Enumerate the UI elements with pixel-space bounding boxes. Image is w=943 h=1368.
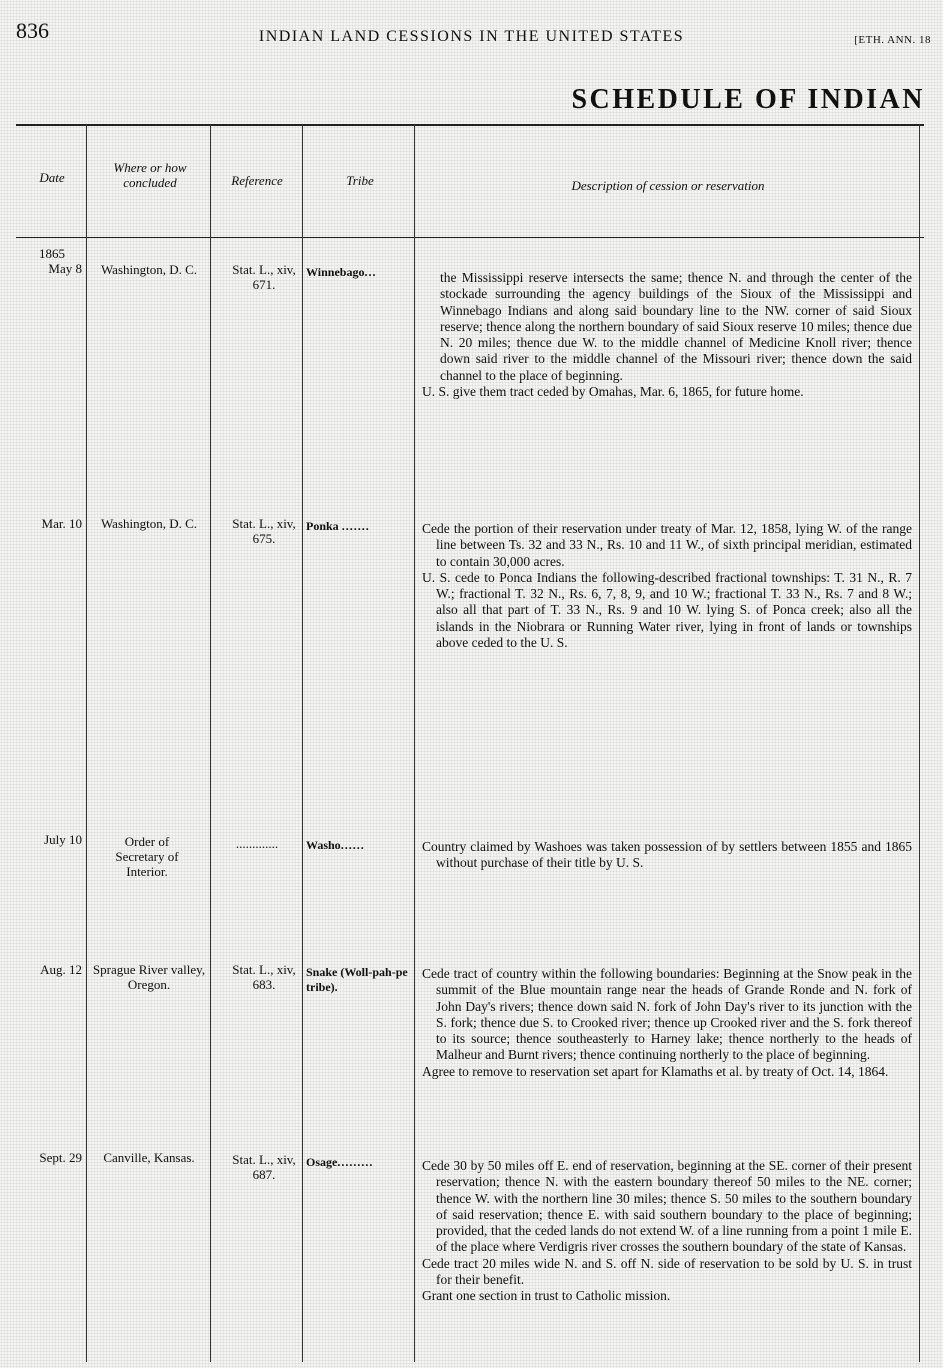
date-cell: Mar. 10 — [41, 516, 82, 531]
description-cell — [416, 1158, 912, 1305]
where-cell: Sprague River valley, Oregon. — [92, 962, 206, 992]
dot-leader: ... — [364, 265, 377, 279]
tribe-name: Ponka — [306, 519, 339, 533]
date-cell — [2, 246, 82, 276]
reference-cell: Stat. L., xiv, 675. — [232, 516, 296, 546]
description-cell — [416, 270, 912, 400]
reference-cell: Stat. L., xiv, 687. — [232, 1152, 296, 1182]
column-divider — [302, 124, 303, 1362]
dot-leader: ....... — [341, 519, 370, 533]
description-paragraph: Cede the portion of their reservation under treaty of Mar. 12, 1858, lying W. of the range line between Ts. 32 and 33 N., Rs. 10 and 11 W., of sixth principal meridian, estimated to contain 30,000 acres. — [422, 521, 912, 569]
tribe-name: Osage — [306, 1155, 338, 1169]
table-top-rule — [16, 124, 924, 126]
where-cell: Washington, D. C. — [100, 262, 198, 277]
table-right-border — [919, 124, 920, 1362]
description-paragraph: Cede tract 20 miles wide N. and S. off N. side of reservation to be sold by U. S. in trust for their benefit. — [422, 1255, 912, 1288]
dot-leader: ......... — [337, 1155, 374, 1169]
tribe-name: Washo — [306, 838, 341, 852]
tribe-name: Winnebago — [306, 265, 365, 279]
description-cell — [416, 521, 912, 651]
column-divider — [86, 124, 87, 1362]
running-reference: [ETH. ANN. 18 — [854, 34, 931, 46]
column-divider — [210, 124, 211, 1362]
column-header-date: Date — [39, 170, 65, 185]
tribe-cell — [306, 965, 414, 995]
date-label: May 8 — [48, 261, 82, 276]
description-paragraph: the Mississippi reserve intersects the same; thence N. and through the center of the stockade surrounding the agency buildings of the Sioux of the Mississippi and Winnebago Indians and along said boundary line to the NW. corner of said Sioux reserve; thence along the northern boundary of said Sioux reserve 10 miles; thence due N. 20 miles; thence due W. to the middle channel of Medicine Knoll river; thence down said river to the middle channel of the Missouri river; thence down the said channel to the place of beginning. — [440, 270, 912, 383]
date-cell: July 10 — [44, 832, 82, 847]
description-paragraph: Grant one section in trust to Catholic mission. — [422, 1288, 671, 1304]
table-header-rule — [16, 237, 924, 238]
tribe-cell — [306, 519, 414, 534]
description-paragraph: Country claimed by Washoes was taken possession of by settlers between 1855 and 1865 without purchase of their title by U. S. — [422, 839, 912, 871]
reference-cell: ............. — [235, 836, 279, 851]
description-paragraph: Cede 30 by 50 miles off E. end of reservation, beginning at the SE. corner of their present reservation; thence N. with the eastern boundary thereof 50 miles to the NE. corner; thence W. with the northern line 30 miles; thence S. 50 miles to the southern boundary of said reservation; thence E. with said southern boundary to the place of beginning; provided, that the ceded lands do not extend W. of a line running from a point 1 mile E. of the place where Verdigris river crosses the southern boundary of the state of Kansas. — [422, 1158, 912, 1255]
description-paragraph: U. S. give them tract ceded by Omahas, Mar. 6, 1865, for future home. — [422, 384, 804, 400]
date-cell: Sept. 29 — [39, 1150, 82, 1165]
where-cell: Canville, Kansas. — [103, 1150, 195, 1165]
reference-cell: Stat. L., xiv, 671. — [232, 262, 296, 292]
year-label: 1865 — [39, 246, 65, 261]
tribe-cell — [306, 1155, 414, 1170]
tribe-cell — [306, 265, 414, 280]
running-head: INDIAN LAND CESSIONS IN THE UNITED STATES — [258, 28, 685, 45]
where-cell: Order of Secretary of Interior. — [115, 834, 179, 879]
tribe-cell — [306, 838, 414, 853]
column-header-reference: Reference — [231, 173, 283, 188]
column-header-tribe: Tribe — [346, 173, 374, 188]
description-paragraph: U. S. cede to Ponca Indians the following-described fractional townships: T. 31 N., R. 7 W.; fractional T. 32 N., Rs. 6, 7, 8, 9, and 10 W.; fractional T. 33 N., Rs. 7 and 8 W.; also all that part of T. 33 N., Rs. 9 and 10 W. lying S. of Ponca creek; also all the islands in the Niobrara or Running Water river, lying in front of lands or townships above ceded to the U. S. — [422, 569, 912, 651]
dot-leader: ...... — [340, 838, 365, 852]
description-paragraph: Cede tract of country within the following boundaries: Beginning at the Snow peak in the summit of the Blue mountain range near the heads of Grande Ronde and N. fork of John Day's rivers; thence down said N. fork of John Day's river to its junction with the S. fork; thence due S. to Crooked river; thence up Crooked river and the S. fork thereof to its source; thence southeasterly to Harney lake; thence northerly to the heads of Malheur and Burnt rivers; thence continuing northerly to the place of beginning. — [422, 966, 912, 1063]
column-header-where: Where or how concluded — [113, 160, 187, 190]
where-cell: Washington, D. C. — [100, 516, 198, 531]
date-cell: Aug. 12 — [40, 962, 82, 977]
page-number: 836 — [16, 18, 49, 43]
description-cell — [416, 839, 912, 872]
column-header-description: Description of cession or reservation — [571, 178, 765, 193]
schedule-title: SCHEDULE OF INDIAN — [571, 84, 925, 115]
tribe-name: Snake (Woll-pah-pe tribe). — [306, 965, 408, 994]
description-cell — [416, 966, 912, 1080]
reference-cell: Stat. L., xiv, 683. — [232, 962, 296, 992]
description-paragraph: Agree to remove to reservation set apart for Klamaths et al. by treaty of Oct. 14, 1864. — [422, 1063, 889, 1079]
